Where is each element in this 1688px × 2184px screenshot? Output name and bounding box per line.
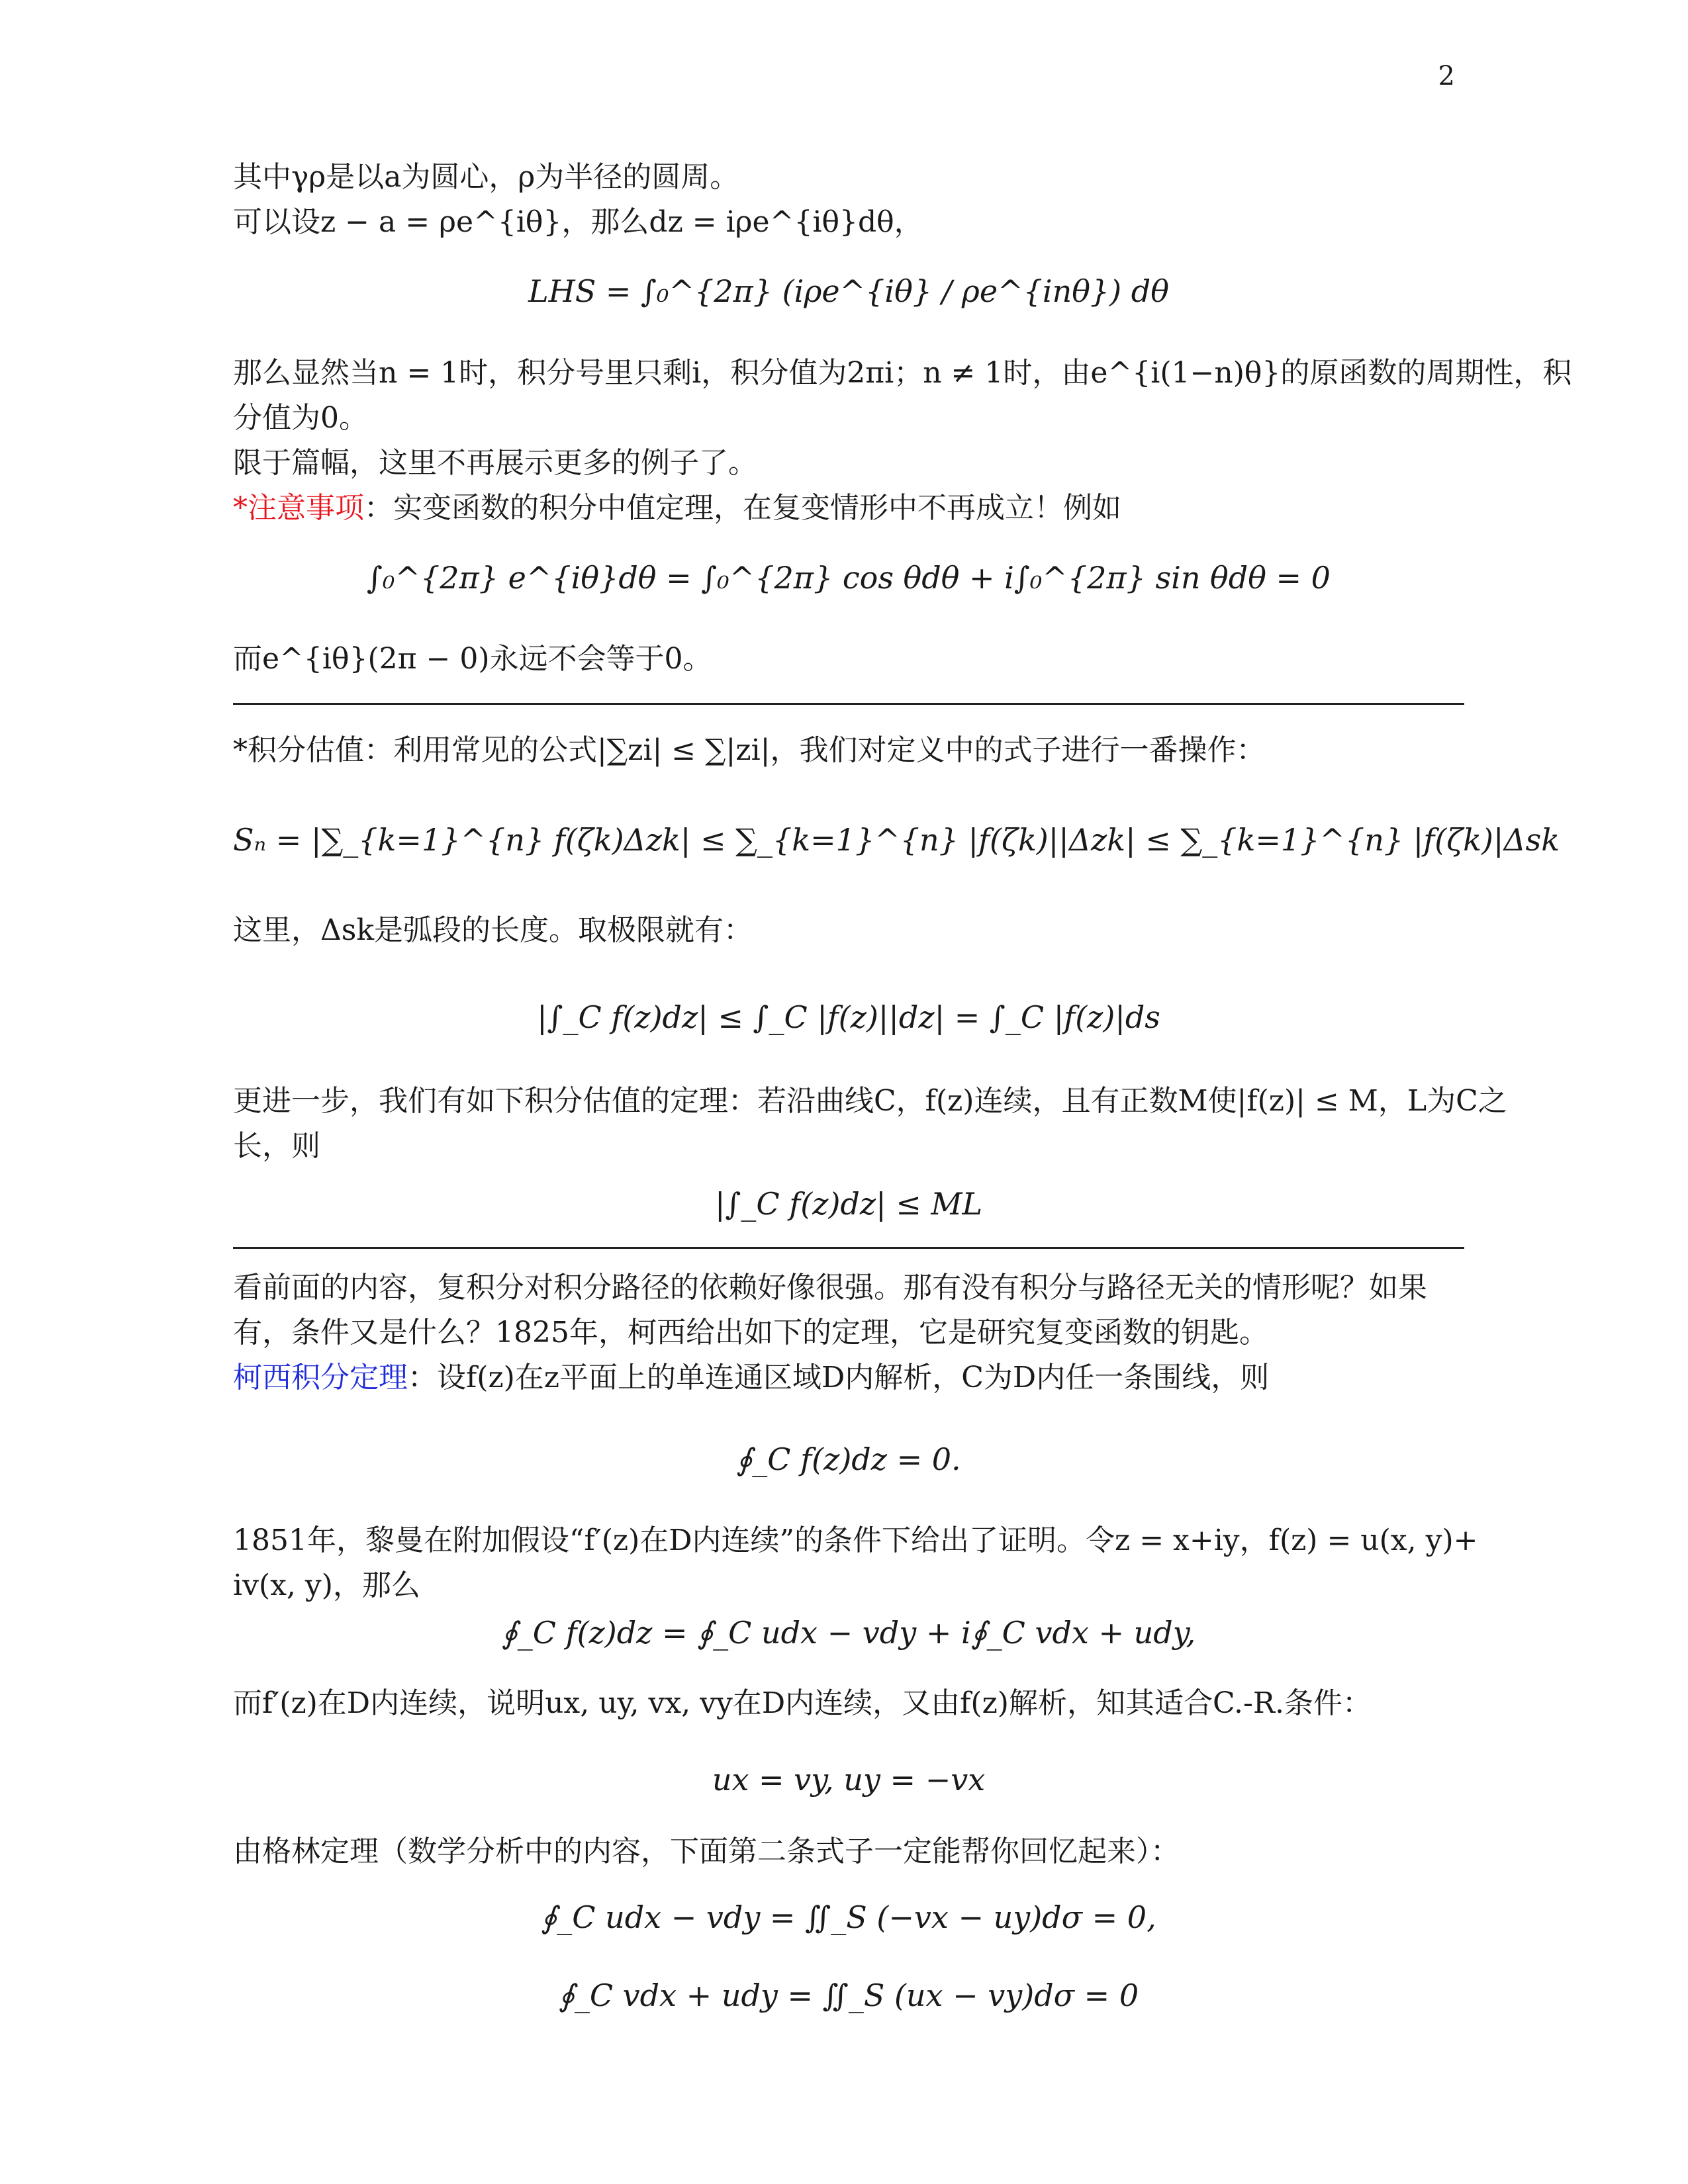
- paragraph-riemann-proof: 1851年，黎曼在附加假设“f′(z)在D内连续”的条件下给出了证明。令z = x+iy，f(z) = u(x, y)+: [233, 1524, 1478, 1557]
- section-divider-top: [233, 703, 1464, 705]
- paragraph-estimation-theorem: 更进一步，我们有如下积分估值的定理：若沿曲线C，f(z)连续，且有正数M使|f(z)| ≤ M，L为C之: [233, 1084, 1507, 1118]
- paragraph-green-theorem: 由格林定理（数学分析中的内容，下面第二条式子一定能帮你回忆起来）：: [233, 1835, 1180, 1868]
- equation-green-1: ∮_C udx − vdy = ∬_S (−vx − uy)dσ = 0,: [541, 1899, 1156, 1935]
- page-number: 2: [1438, 61, 1455, 91]
- equation-green-2: ∮_C vdx + udy = ∬_S (ux − vy)dσ = 0: [558, 1978, 1139, 2013]
- paragraph-never-zero: 而e^{iθ}(2π − 0)永远不会等于0。: [233, 642, 712, 676]
- equation-sn-estimate: Sₙ = |∑_{k=1}^{n} f(ζk)Δzk| ≤ ∑_{k=1}^{n} |f(ζk)||Δzk| ≤ ∑_{k=1}^{n} |f(ζk)|Δsk: [233, 822, 1560, 858]
- note-text: ：实变函数的积分中值定理，在复变情形中不再成立！例如: [364, 491, 1121, 525]
- paragraph-result: 那么显然当n = 1时，积分号里只剩i，积分值为2πi；n ≠ 1时，由e^{i(1−n)θ}的原函数的周期性，积: [233, 356, 1572, 390]
- paragraph-path-dependence: 看前面的内容，复积分对积分路径的依赖好像很强。那有没有积分与路径无关的情形呢？如果: [233, 1271, 1427, 1304]
- paragraph-substitution: 可以设z − a = ρe^{iθ}，那么dz = iρe^{iθ}dθ，: [233, 205, 923, 239]
- paragraph-note: [233, 486, 1464, 531]
- equation-cauchy-riemann: ux = vy, uy = −vx: [712, 1762, 986, 1797]
- paragraph-path-dependence-cont: 有，条件又是什么？1825年，柯西给出如下的定理，它是研究复变函数的钥匙。: [233, 1316, 1268, 1349]
- equation-split-integral: ∮_C f(z)dz = ∮_C udx − vdy + i∮_C vdx + udy,: [501, 1615, 1196, 1651]
- equation-ml-bound: |∫_C f(z)dz| ≤ ML: [714, 1186, 983, 1222]
- equation-limit-estimate: |∫_C f(z)dz| ≤ ∫_C |f(z)||dz| = ∫_C |f(z)|ds: [537, 999, 1160, 1035]
- equation-mean-value-counterexample: ∫₀^{2π} e^{iθ}dθ = ∫₀^{2π} cos θdθ + i∫₀^{2π} sin θdθ = 0: [367, 560, 1331, 596]
- section-divider-bottom: [233, 1247, 1464, 1249]
- equation-lhs-integral: LHS = ∫₀^{2π} (iρe^{iθ} / ρe^{inθ}) dθ: [528, 273, 1169, 309]
- paragraph-cr-conditions: 而f′(z)在D内连续，说明ux, uy, vx, vy在D内连续，又由f(z)解析，知其适合C.-R.条件：: [233, 1686, 1372, 1720]
- paragraph-estimation-theorem-cont: 长，则: [233, 1129, 320, 1163]
- equation-cauchy: ∮_C f(z)dz = 0.: [736, 1441, 961, 1477]
- theorem-text: ：设f(z)在z平面上的单连通区域D内解析，C为D内任一条围线，则: [408, 1361, 1270, 1394]
- paragraph-arc-length: 这里，Δsk是弧段的长度。取极限就有：: [233, 913, 753, 947]
- paragraph-space-limit: 限于篇幅，这里不再展示更多的例子了。: [233, 446, 757, 480]
- theorem-label: 柯西积分定理: [233, 1361, 408, 1394]
- paragraph-riemann-proof-cont: iv(x, y)，那么: [233, 1569, 420, 1602]
- paragraph-cauchy-theorem: [233, 1355, 1464, 1400]
- note-label: *注意事项: [233, 491, 364, 525]
- paragraph-result-cont: 分值为0。: [233, 401, 368, 435]
- paragraph-estimation-intro: *积分估值：利用常见的公式|∑zi| ≤ ∑|zi|，我们对定义中的式子进行一番操作：: [233, 733, 1266, 767]
- paragraph-gamma-definition: 其中γρ是以a为圆心，ρ为半径的圆周。: [233, 160, 739, 194]
